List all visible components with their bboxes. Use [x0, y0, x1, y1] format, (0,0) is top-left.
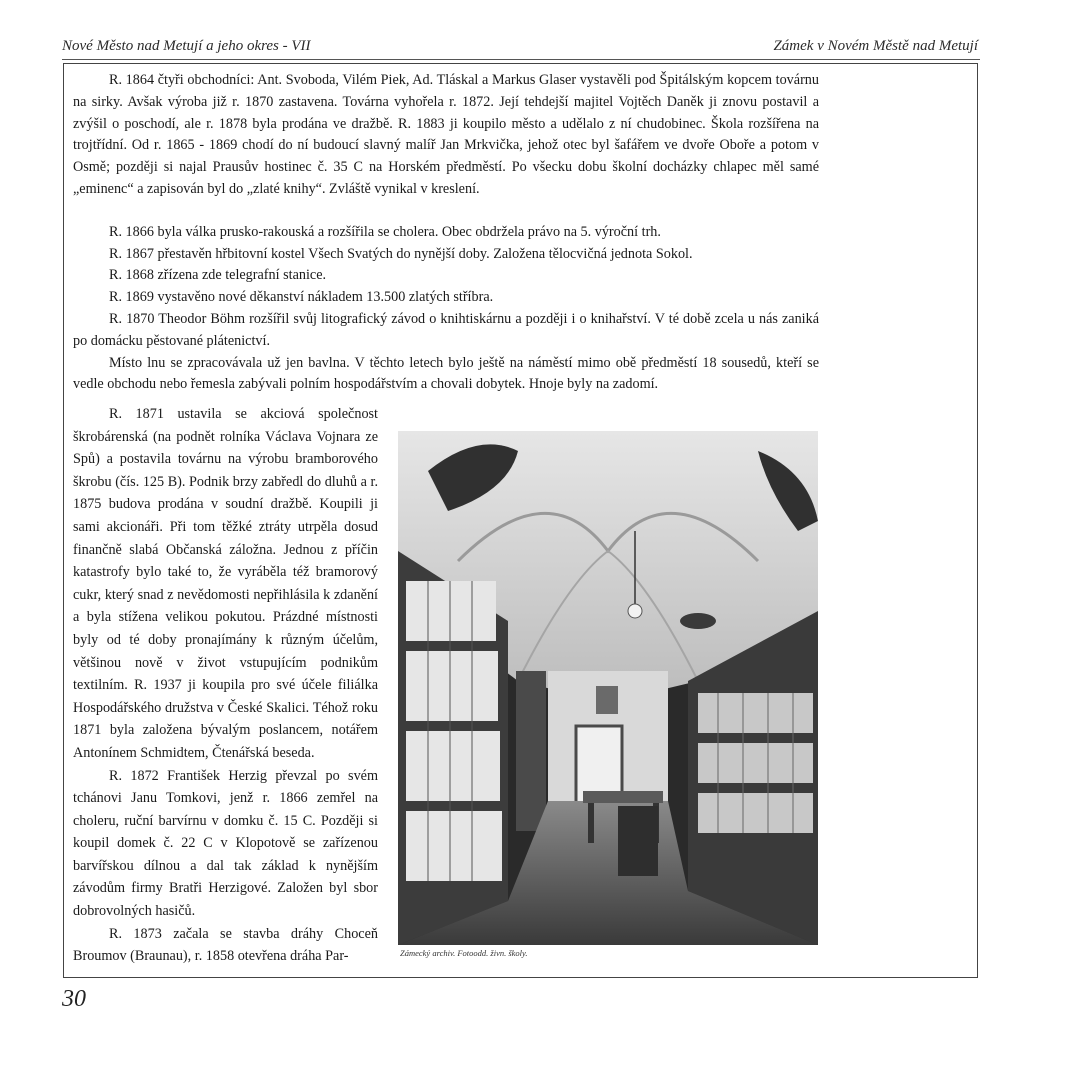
paragraph-cotton: Místo lnu se zpracovávala už jen bavlna. V těchto letech bylo ještě na náměstí mimo obě předměstí 18 sousedů, kteří se vedle obchodu nebo řemesla zabývali polním hospodářstvím a chovali dobytek. Hnoje byly na zadomí. — [73, 354, 819, 393]
paragraph-1872: R. 1872 František Herzig převzal po svém tchánovi Janu Tomkovi, jenž r. 1866 zemřel na choleru, ruční barvírnu v domku č. 15 C. Později si koupil domek č. 22 C v Klopotově se zařízenou barvířskou dílnou a dal tak základ k nynějším závodům firmy Bratři Herzigové. Založen byl sbor dobrovolných hasičů. — [73, 767, 378, 920]
paragraph-1869: R. 1869 vystavěno nové děkanství nákladem 13.500 zlatých stříbra. — [109, 289, 494, 306]
paragraph-1866: R. 1866 byla válka prusko-rakouská a rozšířila se cholera. Obec obdržela právo na 5. výroční trh. — [109, 223, 661, 240]
photo-caption: Zámecký archiv. Fotoodd. živn. školy. — [400, 948, 528, 958]
body-text-full-width — [73, 70, 819, 396]
paragraph-1873: R. 1873 začala se stavba dráhy Choceň Broumov (Braunau), r. 1858 otevřena dráha Par- — [73, 925, 378, 965]
paragraph-1871: R. 1871 ustavila se akciová společnost škrobárenská (na podnět rolníka Václava Vojnara ze Spů) a postavila továrnu na výrobu bramborového škrobu (čís. 125 B). Podnik brzy zabředl do dluhů a r. 1875 budova prodána v soudní dražbě. Koupili ji sami akcionáři. Při tom těžké ztráty utrpěla dosud finančně slabá Občanská záložna. Jednou z příčin katastrofy bylo také to, že vyráběla též bramorový cukr, který snad z nevědomosti nepřihlásila k zdanění a byla stížena velikou pokutou. Prázdné místnosti byly od té doby pronajímány k různým účelům, většinou nově v život vstupujícím podnikům textilním. R. 1937 ji koupila pro své účele filiálka Hospodářského družstva v České Skalici. Téhož roku 1871 byla založena bývalým poslancem, notářem Antonínem Schmidtem, Čtenářská beseda. — [73, 406, 378, 761]
paragraph-1868: R. 1868 zřízena zde telegrafní stanice. — [109, 267, 327, 284]
paragraph-1867: R. 1867 přestavěn hřbitovní kostel Všech Svatých do nynější doby. Založena tělocvičná jednota Sokol. — [109, 245, 693, 262]
body-text-column — [73, 403, 378, 968]
page-number: 30 — [62, 986, 86, 1012]
running-header-right: Zámek v Novém Městě nad Metují — [773, 38, 978, 54]
running-header-left: Nové Město nad Metují a jeho okres - VII — [62, 38, 311, 54]
paragraph-1870: R. 1870 Theodor Böhm rozšířil svůj litografický závod o knihtiskárnu a později i o knihařství. V té době zcela u nás zaniká po domácku pěstované plátenictví. — [73, 310, 819, 349]
archive-photograph — [398, 431, 818, 945]
header-rule — [62, 59, 980, 60]
paragraph-1864: R. 1864 čtyři obchodníci: Ant. Svoboda, Vilém Piek, Ad. Tláskal a Markus Glaser vystavěli pod Špitálským kopcem továrnu na sirky. Avšak výroba již r. 1870 zastavena. Továrna vyhořela r. 1872. Její tehdejší majitel Vojtěch Daněk ji znovu postavil a zvýšil o poschodí, ale r. 1878 byla prodána ve dražbě. R. 1883 ji koupilo město a udělalo z ní chudobinec. Škola rozšířena na trojtřídní. Od r. 1865 - 1869 chodí do ní budoucí slavný malíř Jan Mrkvička, jehož otec byl šafářem ve dvoře Oboře a potom v Osmě; později si najal Prausův hostinec č. 35 C na Horském předměstí. Po všecku dobu školní docházky chlapec měl samé „eminenc“ a zapisován byl do „zlaté knihy“. Zvláště vynikal v kreslení. — [73, 72, 819, 197]
